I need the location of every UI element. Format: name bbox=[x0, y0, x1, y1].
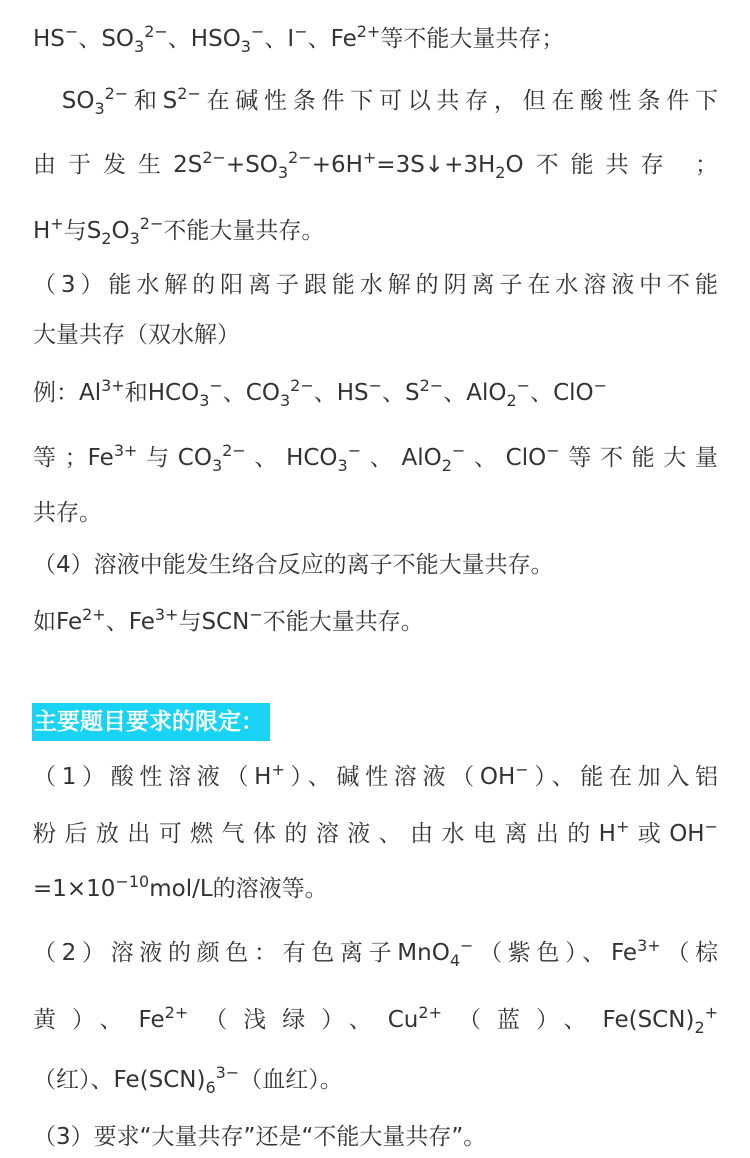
text-segment: （紫色）、Fe bbox=[473, 940, 638, 966]
superscript: 2− bbox=[222, 441, 246, 460]
superscript: 2− bbox=[419, 376, 444, 395]
text-line bbox=[33, 84, 718, 118]
subscript: 2 bbox=[441, 456, 452, 475]
superscript: 2− bbox=[202, 148, 226, 167]
superscript: − bbox=[546, 441, 560, 460]
superscript: − bbox=[515, 760, 529, 779]
text-segment: 等不能大量共存； bbox=[380, 26, 565, 52]
text-segment: 例：Al bbox=[33, 380, 102, 406]
text-line bbox=[33, 1120, 718, 1154]
superscript: 2+ bbox=[164, 1003, 189, 1022]
text-segment: 与SCN bbox=[178, 609, 250, 635]
text-segment: 由于发生2S bbox=[33, 152, 203, 178]
subscript: 3 bbox=[94, 99, 105, 118]
text-line bbox=[33, 214, 718, 248]
text-segment: 、I bbox=[264, 26, 295, 52]
text-line bbox=[33, 760, 718, 794]
subscript: 3 bbox=[199, 391, 210, 410]
superscript: − bbox=[451, 441, 466, 460]
subscript: 2 bbox=[101, 229, 112, 248]
text-segment: （蓝）、Fe(SCN) bbox=[441, 1007, 695, 1033]
superscript: − bbox=[368, 376, 383, 395]
text-segment: 、SO bbox=[78, 26, 135, 52]
text-segment: +SO bbox=[225, 152, 278, 178]
text-line bbox=[33, 22, 718, 56]
text-segment: 和HCO bbox=[124, 380, 200, 406]
text-segment: （红）、Fe(SCN) bbox=[33, 1067, 206, 1093]
superscript: − bbox=[250, 22, 265, 41]
subscript: 3 bbox=[240, 37, 251, 56]
superscript: 2+ bbox=[418, 1003, 442, 1022]
subscript: 3 bbox=[134, 37, 145, 56]
text-segment: ）、碱性溶液（OH bbox=[284, 764, 516, 790]
text-segment: O bbox=[111, 218, 130, 244]
text-segment: 、S bbox=[382, 380, 420, 406]
subscript: 6 bbox=[205, 1078, 216, 1097]
text-segment: 、AlO bbox=[361, 445, 442, 471]
superscript: + bbox=[271, 760, 285, 779]
superscript: − bbox=[516, 376, 531, 395]
text-segment: SO bbox=[33, 88, 95, 114]
text-segment: 、HCO bbox=[245, 445, 338, 471]
text-line bbox=[33, 936, 718, 970]
subscript: 3 bbox=[337, 456, 348, 475]
superscript: 3+ bbox=[113, 441, 138, 460]
text-segment: （3）能水解的阳离子跟能水解的阴离子在水溶液中不能 bbox=[33, 272, 718, 298]
text-line bbox=[33, 1003, 718, 1037]
superscript: 3+ bbox=[154, 605, 179, 624]
text-segment: H bbox=[33, 218, 51, 244]
superscript: − bbox=[249, 605, 263, 624]
text-line bbox=[33, 1063, 718, 1097]
superscript: 2− bbox=[177, 84, 201, 103]
text-segment: 、HSO bbox=[167, 26, 241, 52]
subscript: 3 bbox=[279, 391, 291, 410]
text-line bbox=[33, 496, 718, 530]
text-line bbox=[33, 268, 718, 302]
subscript: 3 bbox=[277, 163, 289, 182]
text-segment: 、AlO bbox=[443, 380, 507, 406]
text-segment: （棕 bbox=[660, 940, 719, 966]
text-line bbox=[33, 817, 718, 851]
text-line bbox=[33, 872, 718, 906]
text-segment: 不能大量共存。 bbox=[163, 218, 325, 244]
superscript: 2− bbox=[104, 84, 129, 103]
text-segment: （4）溶液中能发生络合反应的离子不能大量共存。 bbox=[33, 552, 554, 578]
text-segment: O不能共存 ； bbox=[505, 152, 719, 178]
text-segment: 粉后放出可燃气体的溶液、由水电离出的H bbox=[33, 821, 616, 847]
text-segment: 、Fe bbox=[105, 609, 155, 635]
text-segment: HS bbox=[33, 26, 65, 52]
superscript: − bbox=[209, 376, 223, 395]
text-segment: （2）溶液的颜色：有色离子MnO bbox=[33, 940, 450, 966]
superscript: 2− bbox=[139, 214, 164, 233]
text-segment: 或OH bbox=[629, 821, 705, 847]
superscript: 3+ bbox=[101, 376, 125, 395]
subscript: 4 bbox=[449, 951, 461, 970]
superscript: + bbox=[704, 1003, 719, 1022]
superscript: − bbox=[294, 22, 308, 41]
text-segment: （1）酸性溶液（H bbox=[33, 764, 272, 790]
superscript: 2− bbox=[144, 22, 168, 41]
subscript: 3 bbox=[129, 229, 140, 248]
text-segment: =1×10 bbox=[33, 876, 116, 902]
text-segment: 、ClO bbox=[465, 445, 547, 471]
text-segment: 在碱性条件下可以共存，但在酸性条件下 bbox=[200, 88, 718, 114]
text-line bbox=[33, 605, 718, 639]
text-segment: 如Fe bbox=[33, 609, 83, 635]
superscript: 3+ bbox=[637, 936, 661, 955]
text-line bbox=[33, 548, 718, 582]
superscript: + bbox=[615, 817, 630, 836]
text-segment: （3）要求“大量共存”还是“不能大量共存”。 bbox=[33, 1124, 487, 1150]
text-segment: 、HS bbox=[313, 380, 369, 406]
text-segment: 和S bbox=[128, 88, 178, 114]
text-segment: 共存。 bbox=[33, 500, 102, 526]
subscript: 3 bbox=[211, 456, 223, 475]
text-segment: 大量共存（双水解） bbox=[33, 322, 240, 348]
text-segment: 与CO bbox=[137, 445, 212, 471]
text-line bbox=[33, 441, 718, 475]
text-segment: 等；Fe bbox=[33, 445, 114, 471]
text-segment: 、ClO bbox=[530, 380, 594, 406]
text-segment: 、Fe bbox=[307, 26, 357, 52]
superscript: 3− bbox=[215, 1063, 240, 1082]
text-segment: =3S↓+3H bbox=[376, 152, 496, 178]
subscript: 2 bbox=[495, 163, 506, 182]
text-segment: 黄）、Fe bbox=[33, 1007, 165, 1033]
superscript: −10 bbox=[115, 872, 150, 891]
superscript: 2+ bbox=[82, 605, 106, 624]
superscript: − bbox=[460, 936, 474, 955]
superscript: − bbox=[347, 441, 362, 460]
text-line bbox=[33, 148, 718, 182]
text-line bbox=[33, 376, 718, 410]
superscript: 2− bbox=[290, 376, 314, 395]
superscript: − bbox=[64, 22, 79, 41]
text-segment: mol/L的溶液等。 bbox=[149, 876, 328, 902]
text-segment: （血红）。 bbox=[239, 1067, 343, 1093]
text-segment: +6H bbox=[311, 152, 363, 178]
text-segment: （浅绿）、Cu bbox=[188, 1007, 419, 1033]
text-line bbox=[33, 318, 718, 352]
superscript: + bbox=[50, 214, 64, 233]
text-segment: 、CO bbox=[222, 380, 280, 406]
section-heading: 主要题目要求的限定： bbox=[32, 703, 270, 741]
superscript: − bbox=[704, 817, 718, 836]
superscript: − bbox=[593, 376, 608, 395]
text-segment: 与S bbox=[63, 218, 102, 244]
text-segment: ）、能在加入铝 bbox=[528, 764, 719, 790]
superscript: + bbox=[362, 148, 377, 167]
subscript: 2 bbox=[694, 1018, 705, 1037]
subscript: 2 bbox=[506, 391, 517, 410]
superscript: 2− bbox=[288, 148, 312, 167]
superscript: 2+ bbox=[356, 22, 381, 41]
text-segment: 等不能大量 bbox=[559, 445, 719, 471]
text-segment: 不能大量共存。 bbox=[262, 609, 424, 635]
